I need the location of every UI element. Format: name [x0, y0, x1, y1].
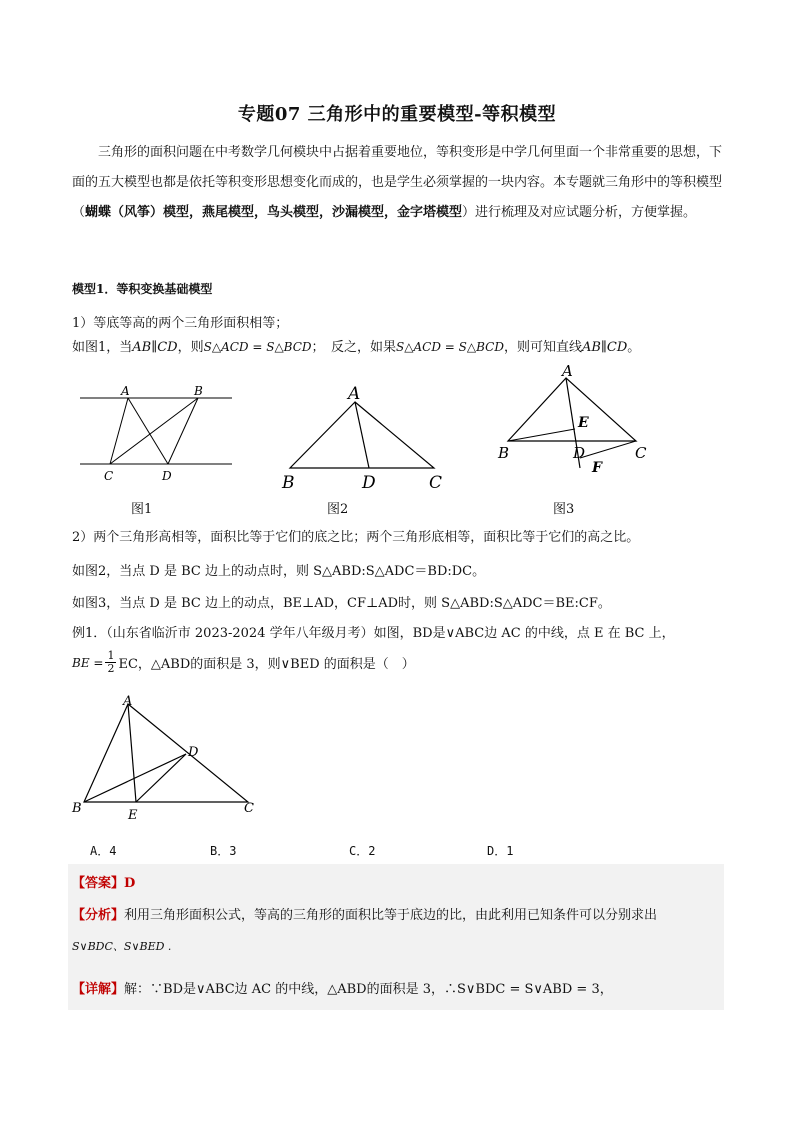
fig1-label-c: C — [104, 469, 114, 483]
model1-heading: 模型1．等积变换基础模型 — [72, 282, 213, 296]
fig3-label-b: B — [498, 444, 510, 462]
model1-fig3-line: 如图3，当点 D 是 BC 边上的动点，BE⊥AD，CF⊥AD时，则 S△ABD:S△ADC＝BE:CF。 — [72, 596, 611, 611]
analysis-text: 利用三角形面积公式，等高的三角形的面积比等于底边的比，由此利用已知条件可以分别求出 — [124, 908, 658, 923]
model1-item1: 1）等底等高的两个三角形面积相等； — [72, 316, 289, 331]
intro-text-2: ）进行梳理及对应试题分析，方便掌握。 — [462, 205, 697, 220]
example-segment-ed — [136, 754, 186, 802]
fig1-text-e: 。 — [627, 340, 641, 355]
example-label-d: D — [188, 745, 199, 760]
example1-be: BE = — [72, 655, 104, 670]
figure-3 — [492, 360, 662, 485]
answer-value: D — [124, 876, 136, 891]
choice-a: A．4 — [90, 844, 117, 858]
fig2-label-c: C — [429, 473, 443, 493]
answer-line — [72, 872, 135, 891]
fig3-segment-cf — [580, 441, 636, 458]
fig1-segment-ac — [110, 398, 128, 464]
example-label-a: A — [123, 694, 133, 709]
fig2-label-a: A — [348, 384, 361, 404]
fig3-label-a: A — [562, 362, 573, 380]
intro-paragraph — [72, 138, 722, 228]
detail-line — [72, 978, 613, 997]
example1-line2 — [72, 650, 415, 675]
fig1-condition-2: AB∥CD — [581, 340, 628, 355]
example-figure — [68, 692, 268, 822]
fig3-label-c: C — [635, 444, 647, 462]
analysis-line-2: S∨BDC、S∨BED . — [72, 940, 172, 953]
fig1-relation-1: S△ACD = S△BCD — [203, 340, 312, 354]
fig1-text-a: 如图1，当 — [72, 340, 133, 355]
fig3-label-e: E — [578, 415, 589, 431]
fig1-text-b: ，则 — [177, 340, 204, 355]
fig3-caption: 图3 — [553, 502, 575, 517]
example-label-e: E — [128, 808, 138, 822]
detail-text: 解：∵BD是∨ABC边 AC 的中线，△ABD的面积是 3，∴S∨BDC = S∨ABD = 3， — [124, 982, 613, 997]
intro-bold-models: 蝴蝶（风筝）模型，燕尾模型，鸟头模型，沙漏模型，金字塔模型 — [85, 205, 463, 220]
fig1-condition: AB∥CD — [132, 340, 178, 355]
fig2-label-d: D — [362, 473, 376, 493]
example1-line1: 例1．（山东省临沂市 2023-2024 学年八年级月考）如图，BD是∨ABC边 AC 的中线，点 E 在 BC 上， — [72, 626, 675, 641]
analysis-line — [72, 904, 657, 923]
fig1-segment-bd — [168, 398, 198, 464]
fig1-caption: 图1 — [131, 502, 153, 517]
choice-c: C．2 — [349, 844, 376, 858]
fig1-text-d: ，则可知直线 — [503, 340, 582, 355]
intro-text-1: 三角形的面积问题在中考数学几何模块中占据着重要地位，等积变形是中学几何里面一个非常重要的思想，下面的五大模型也都是依托等积变形思想变化而成的，也是学生必须掌握的一块内容。本专题就三角形中的等积模型（ — [72, 145, 723, 220]
fig3-triangle — [508, 378, 636, 441]
figure-1 — [76, 378, 236, 488]
model1-item2: 2）两个三角形高相等，面积比等于它们的底之比；两个三角形底相等，面积比等于它们的高之比。 — [72, 530, 640, 545]
fig3-label-f: F — [592, 460, 602, 476]
fig1-segment-bc — [110, 398, 198, 464]
choice-d: D．1 — [487, 844, 514, 858]
analysis-tag: 【分析】 — [72, 908, 125, 923]
example-triangle — [84, 704, 248, 802]
example-label-c: C — [244, 801, 254, 816]
figure-2 — [278, 380, 448, 495]
fig1-relation-2: S△ACD = S△BCD — [396, 340, 504, 354]
answer-tag: 【答案】 — [72, 876, 125, 891]
example1-fraction — [105, 650, 116, 675]
fig1-segment-ad — [128, 398, 168, 464]
example-label-b: B — [72, 801, 82, 816]
page-title: 专题07 三角形中的重要模型-等积模型 — [237, 104, 557, 125]
choice-b: B．3 — [210, 844, 237, 858]
fig1-label-b: B — [194, 384, 203, 398]
fig1-label-d: D — [162, 469, 172, 483]
fraction-denominator: 2 — [107, 662, 115, 675]
fig2-caption: 图2 — [327, 502, 349, 517]
fig2-label-b: B — [282, 473, 295, 493]
model1-fig2-line: 如图2，当点 D 是 BC 边上的动点时，则 S△ABD:S△ADC＝BD:DC。 — [72, 564, 486, 579]
detail-tag: 【详解】 — [72, 982, 125, 997]
fig3-label-d: D — [573, 444, 586, 462]
fraction-numerator: 1 — [107, 649, 115, 662]
example1-question: EC，△ABD的面积是 3，则∨BED 的面积是（ ） — [118, 657, 415, 672]
fig1-label-a: A — [121, 384, 130, 398]
model1-fig1-line — [72, 336, 640, 355]
example-segment-ae — [128, 704, 136, 802]
fig1-text-c: ； 反之，如果 — [311, 340, 397, 355]
